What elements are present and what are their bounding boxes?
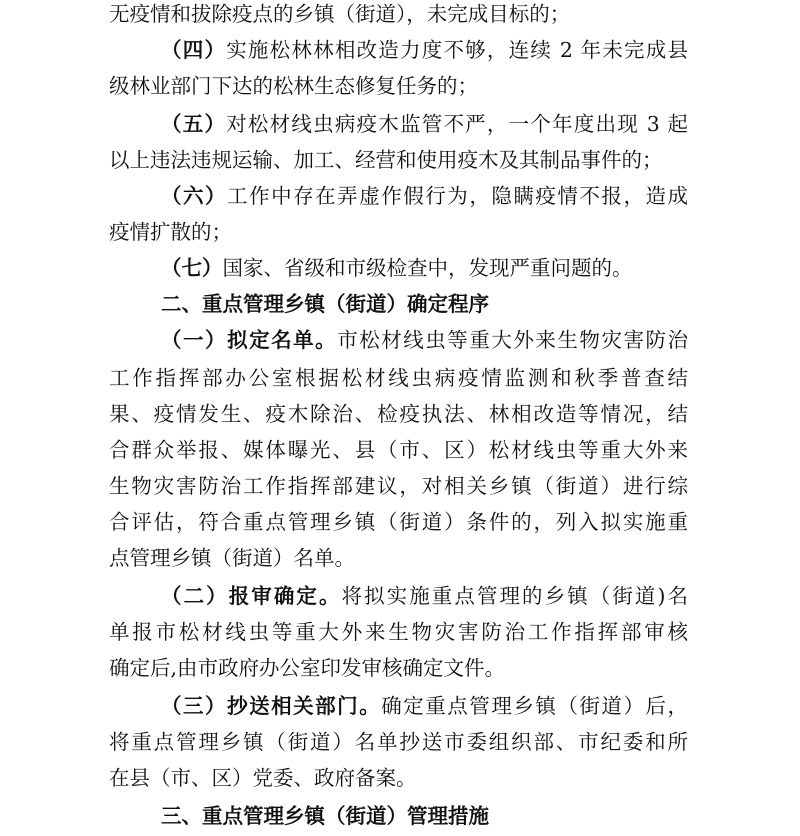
text-line: 合评估，符合重点管理乡镇（街道）条件的，列入拟实施重 xyxy=(109,510,688,534)
text-line: 单报市松材线虫等重大外来生物灾害防治工作指挥部审核 xyxy=(109,620,688,644)
item-label: （二）报审确定。 xyxy=(161,584,342,608)
text-line: （五）对松材线虫病疫木监管不严，一个年度出现 3 起 xyxy=(161,112,689,136)
text-line: （二）报审确定。将拟实施重点管理的乡镇（街道)名 xyxy=(161,584,689,608)
text-line: 以上违法违规运输、加工、经营和使用疫木及其制品事件的； xyxy=(109,148,663,172)
section-heading: 三、重点管理乡镇（街道）管理措施 xyxy=(161,804,489,828)
text-line: 点管理乡镇（街道）名单。 xyxy=(109,546,355,570)
item-label: （六） xyxy=(161,184,228,208)
text-line: （七）国家、省级和市级检查中，发现严重问题的。 xyxy=(161,256,633,280)
text-line: 将重点管理乡镇（街道）名单抄送市委组织部、市纪委和所 xyxy=(109,730,688,754)
item-label: （一）拟定名单。 xyxy=(161,328,338,352)
text-line: （六）工作中存在弄虚作假行为，隐瞒疫情不报，造成 xyxy=(161,184,689,208)
text-line: 无疫情和拔除疫点的乡镇（街道），未完成目标的； xyxy=(109,2,571,26)
text-line: 确定后,由市政府办公室印发审核确定文件。 xyxy=(109,656,506,680)
text-line: 生物灾害防治工作指挥部建议，对相关乡镇（街道）进行综 xyxy=(109,474,688,498)
item-label: （五） xyxy=(161,112,227,136)
item-label: （三）抄送相关部门。 xyxy=(161,694,382,718)
text-line: 合群众举报、媒体曝光、县（市、区）松材线虫等重大外来 xyxy=(109,438,688,462)
text-line: 疫情扩散的； xyxy=(109,220,232,244)
item-label: （四） xyxy=(161,38,227,62)
text-line: 级林业部门下达的松林生态修复任务的； xyxy=(109,74,478,98)
item-label: （七） xyxy=(161,256,223,280)
text-line: 果、疫情发生、疫木除治、检疫执法、林相改造等情况，结 xyxy=(109,402,688,426)
text-line: 工作指挥部办公室根据松材线虫病疫情监测和秋季普查结 xyxy=(109,366,688,390)
section-heading: 二、重点管理乡镇（街道）确定程序 xyxy=(161,292,489,316)
text-line: （一）拟定名单。市松材线虫等重大外来生物灾害防治 xyxy=(161,328,689,352)
text-line: （三）抄送相关部门。确定重点管理乡镇（街道）后， xyxy=(161,694,689,718)
text-line: 在县（市、区）党委、政府备案。 xyxy=(109,766,417,790)
text-line: （四）实施松林林相改造力度不够，连续 2 年未完成县 xyxy=(161,38,689,62)
